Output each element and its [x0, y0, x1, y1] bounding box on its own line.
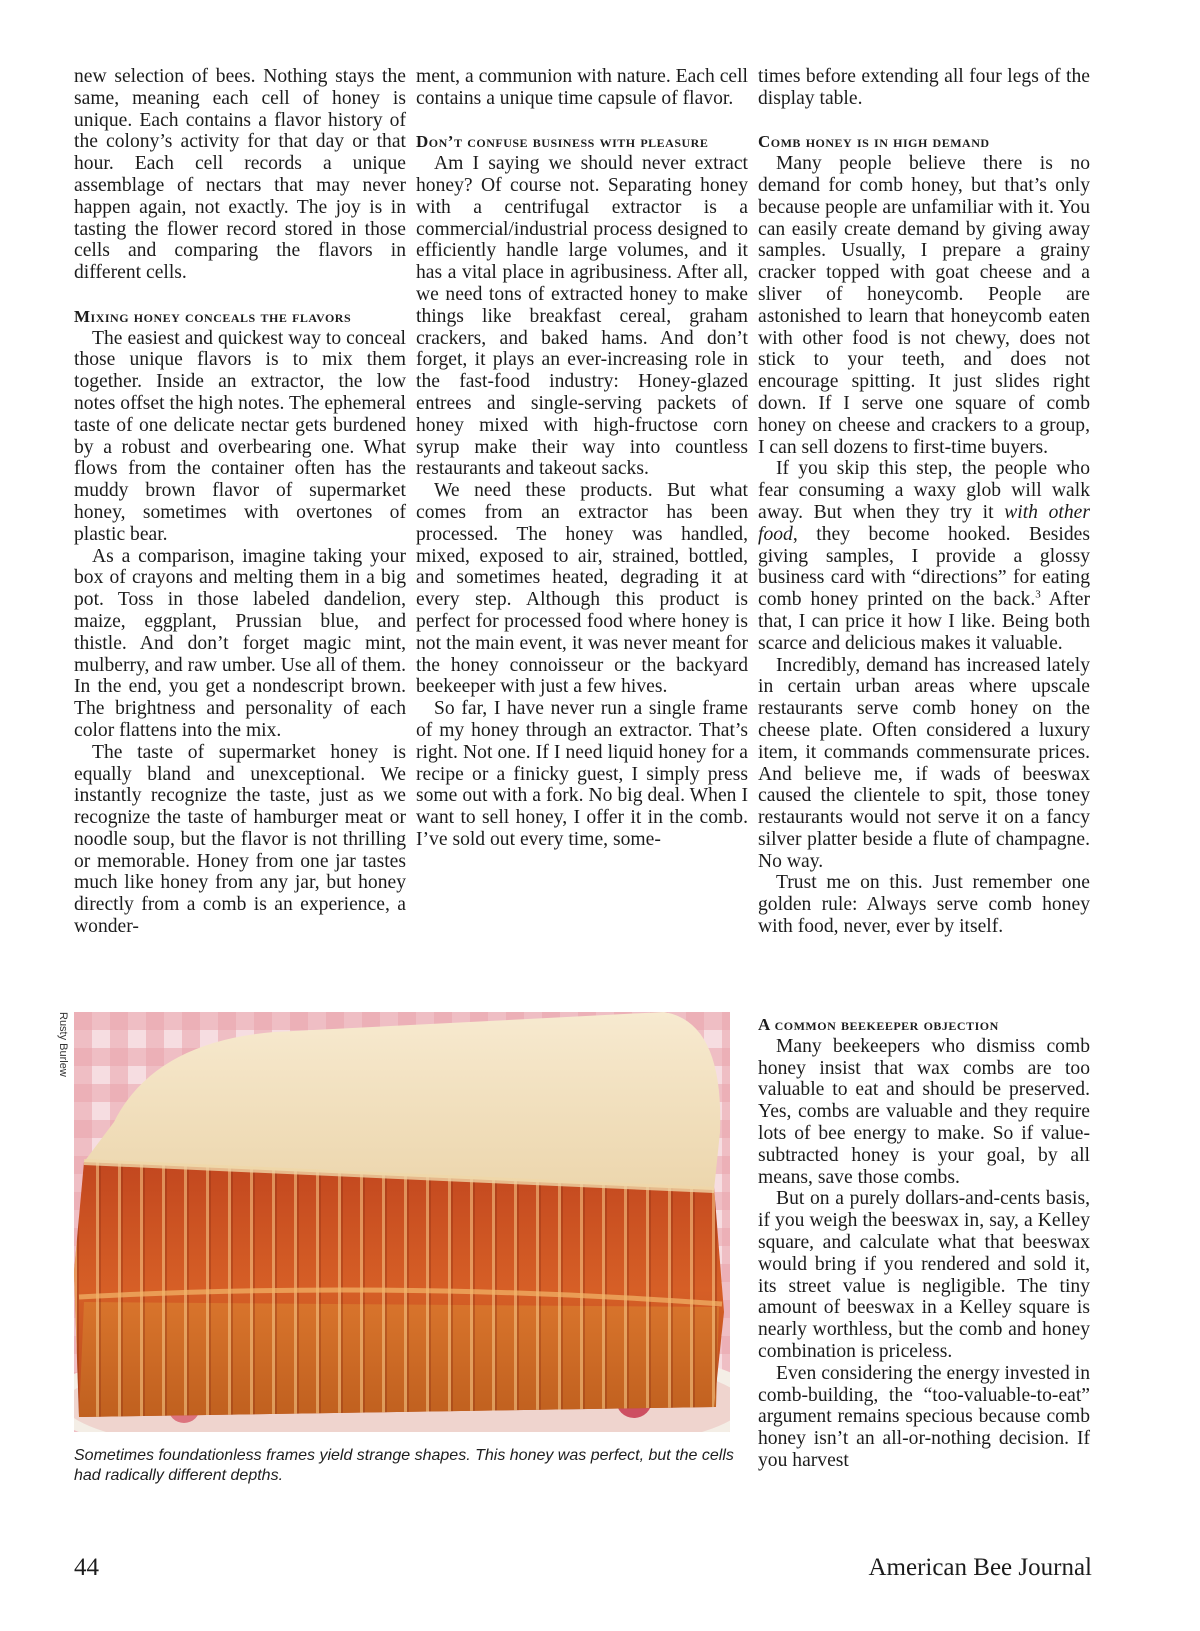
journal-name: American Bee Journal: [868, 1554, 1092, 1581]
paragraph: Many beekeepers who dismiss comb honey insist that wax combs are too valuable to eat and should be preserved. Yes, combs are valuable and they require lots of bee energy to make. So if value-subtracted honey is your goal, by all means, save those combs.: [758, 1035, 1090, 1188]
paragraph: But on a purely dollars-and-cents basis, if you weigh the beeswax in, say, a Kelley square, and calculate what that beeswax would bring if you rendered and sold it, its street value is negligible. The tiny amount of beeswax in a Kelley square is nearly worthless, but the comb and honey combination is priceless.: [758, 1188, 1090, 1362]
photo-caption: Sometimes foundationless frames yield strange shapes. This honey was perfect, but the cells had radically different depths.: [74, 1447, 734, 1484]
column-3: [758, 66, 1090, 938]
paragraph: ment, a communion with nature. Each cell contains a unique time capsule of flavor.: [416, 66, 748, 109]
emphasis-text: with other food: [758, 501, 1090, 545]
paragraph: The taste of supermarket honey is equally bland and unexceptional. We instantly recognize the taste, just as we recognize the taste of hamburger meat or noodle soup, but the flavor is not thrilling or memorable. Honey from one jar tastes much like honey from any jar, but honey directly from a comb is an experience, a wonder-: [74, 741, 406, 938]
paragraph: The easiest and quickest way to conceal those unique flavors is to mix them together. Inside an extractor, the low notes offset the high notes. The ephemeral taste of one delicate nectar gets burdened by a robust and overbearing one. What flows from the container often has the muddy brown flavor of supermarket honey, sometimes with overtones of plastic bear.: [74, 327, 406, 545]
paragraph: times before extending all four legs of the display table.: [758, 66, 1090, 109]
page-number: 44: [74, 1554, 99, 1581]
section-heading: Comb honey is in high demand: [758, 132, 990, 152]
paragraph: Trust me on this. Just remember one golden rule: Always serve comb honey with food, never, ever by itself.: [758, 872, 1090, 938]
column-3-lower: [758, 1014, 1090, 1472]
text-run: , they become hooked. Besides giving samples, I provide a glossy business card with “directions” for eating comb honey printed on the back.: [758, 523, 1090, 611]
text-run: After that, I can price it how I like. Being both scarce and delicious makes it valuable.: [758, 589, 1090, 654]
paragraph: [758, 458, 1090, 654]
paragraph: Many people believe there is no demand for comb honey, but that’s only because people are unfamiliar with it. You can easily create demand by giving away samples. Usually, I prepare a grainy cracker topped with goat cheese and a sliver of honeycomb. People are astonished to learn that honeycomb eaten with other food is not chewy, does not stick to your teeth, and does not encourage spitting. It just slides right down. If I serve one square of comb honey on cheese and crackers to a group, I can sell dozens to first-time buyers.: [758, 153, 1090, 458]
paragraph: Incredibly, demand has increased lately in certain urban areas where upscale restaurants serve comb honey on the cheese plate. Often considered a luxury item, it commands commensurate prices. And believe me, if wads of beeswax caused the clientele to spit, those toney restaurants would not serve it on a fancy silver platter beside a flute of champagne. No way.: [758, 654, 1090, 872]
photo-credit: Rusty Burlew: [57, 1012, 69, 1077]
column-2: [416, 66, 748, 851]
section-heading: Mixing honey conceals the flavors: [74, 306, 352, 326]
honeycomb-photo: [74, 1012, 730, 1432]
honeycomb-image: [74, 1012, 730, 1432]
paragraph: So far, I have never run a single frame of my honey through an extractor. That’s right. Not one. If I need liquid honey for a recipe or a finicky guest, I simply press some out with a fork. No big deal. When I want to sell honey, I offer it in the comb. I’ve sold out every time, some-: [416, 698, 748, 850]
paragraph: Even considering the energy invested in comb-building, the “too-valuable-to-eat” argument remains specious because comb honey isn’t an all-or-nothing decision. If you harvest: [758, 1362, 1090, 1471]
paragraph: As a comparison, imagine taking your box of crayons and melting them in a big pot. Toss in those labeled dandelion, maize, eggplant, Prussian blue, and thistle. And don’t forget magic mint, mulberry, and raw umber. Use all of them. In the end, you get a nondescript brown. The brightness and personality of each color flattens into the mix.: [74, 545, 406, 741]
paragraph: We need these products. But what comes from an extractor has been processed. The honey was handled, mixed, exposed to air, strained, bottled, and sometimes heated, degrading it at every step. Although this product is perfect for processed food where honey is not the main event, it was never meant for the honey connoisseur or the backyard beekeeper with just a few hives.: [416, 480, 748, 698]
section-heading: Don’t confuse business with pleasure: [416, 132, 709, 152]
section-heading: A common beekeeper objection: [758, 1015, 999, 1034]
column-1: [74, 66, 406, 938]
paragraph: Am I saying we should never extract honey? Of course not. Separating honey with a centrifugal extractor is a commercial/industrial process designed to efficiently handle large volumes, and it has a vital place in agribusiness. After all, we need tons of extracted honey to make things like breakfast cereal, graham crackers, and baked hams. And don’t forget, it plays an ever-increasing role in the fast-food industry: Honey-glazed entrees and single-serving packets of honey mixed with high-fructose corn syrup make their way into countless restaurants and takeout sacks.: [416, 153, 748, 480]
paragraph: new selection of bees. Nothing stays the same, meaning each cell of honey is unique. Each contains a flavor history of the colony’s activity for that day or that hour. Each cell records a unique assemblage of nectars that may never happen again, not exactly. The joy is in tasting the flower record stored in those cells and comparing the flavors in different cells.: [74, 66, 406, 284]
footnote-marker: 3: [1035, 588, 1041, 601]
text-run: If you skip this step, the people who fear consuming a waxy glob will walk away. But when they try it: [758, 458, 1090, 523]
